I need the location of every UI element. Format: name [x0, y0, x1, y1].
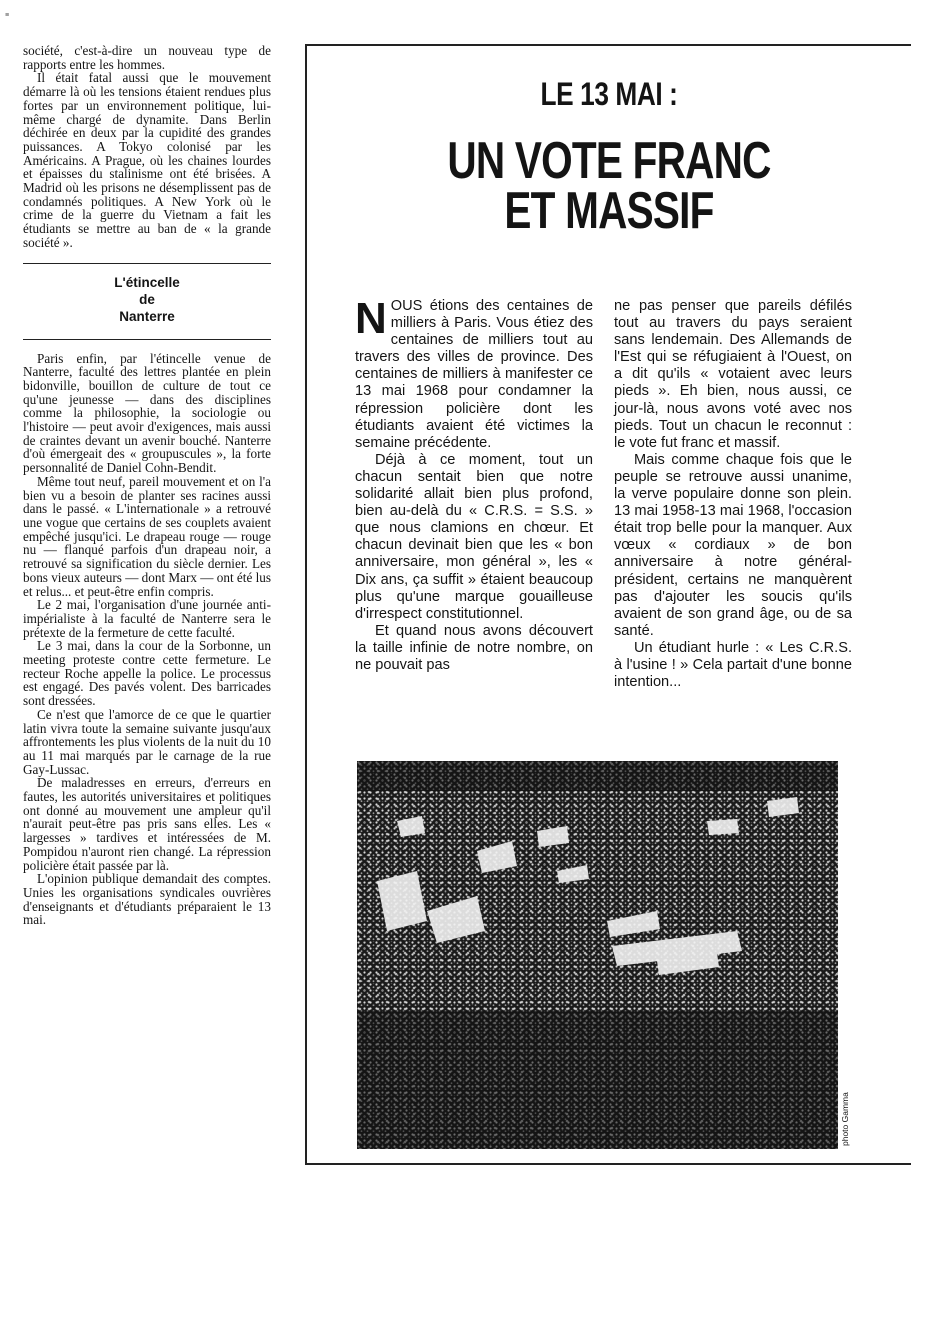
article-headline [373, 132, 844, 240]
article-box [305, 44, 911, 1165]
left-para-6: Le 3 mai, dans la cour de la Sorbonne, un meeting proteste contre cette fermeture. Le recteur Roche appelle la police. Le processus est engagé. Des pavés volent. Des barricades sont dressées. [23, 638, 271, 709]
crowd-photo-image [357, 761, 838, 1149]
article-para-1-text: OUS étions des centaines de milliers à Paris. Vous étiez des centaines de milliers tout au travers des villes de province. Des centaines de milliers à manifester ce 13 mai 1968 pour condamner la répression policière dont les étudiants avaient été victimes la semaine précédente. [355, 298, 593, 451]
article-para-2: Déjà à ce moment, tout un chacun sentait bien que notre solidarité allait bien plus profond, bien au-delà du « C.R.S. = S.S. » que nous clamions en chœur. Et chacun devinait bien que les « bon anniversaire, mon général », les « Dix ans, ça suffit » étaient beaucoup plus qu'une marque gouailleuse d'irrespect constitutionnel. [355, 451, 593, 622]
left-para-5: Le 2 mai, l'organisation d'une journée anti-impérialiste à la faculté de Nanterre sera le prétexte de la fermeture de cette faculté. [23, 597, 271, 640]
dropcap: N [355, 294, 387, 343]
left-para-9: L'opinion publique demandait des comptes. Unies les organisations syndicales ouvrières d'enseignants et d'étudiants préparaient le 13 mai. [23, 871, 271, 928]
subhead-line-3: Nanterre [119, 308, 175, 324]
left-column [23, 44, 271, 927]
article-kicker: LE 13 MAI : [540, 76, 678, 112]
article-column-b [614, 298, 852, 691]
article-para-6: Un étudiant hurle : « Les C.R.S. à l'usine ! » Cela partait d'une bonne intention... [614, 639, 852, 691]
headline-line-1: UN VOTE FRANC [447, 132, 771, 190]
section-divider-bottom [23, 339, 271, 340]
left-para-3: Paris enfin, par l'étincelle venue de Nanterre, faculté des lettres plantée en plein bidonville, bouillon de culture de tout ce qu'une jeunesse — dans des disciplines comme la philosophie, la sociologie ou l'histoire — peut avoir d'exigences, mais aussi de craintes devant un avenir bouché. Nanterre d'où émergeait des « groupuscules », la forte personnalité de Daniel Cohn-Bendit. [23, 350, 271, 476]
headline-line-2: ET MASSIF [504, 182, 714, 240]
subhead-line-1: L'étincelle [114, 274, 180, 290]
subhead [23, 274, 271, 325]
article-para-4: ne pas penser que pareils défilés tout au travers du pays seraient sans lendemain. Des Allemands de l'Est qui se réfugiaient à l'Ouest, on a dit qu'ils « votaient avec leurs pieds ». Eh bien, nous aussi, ce jour-là, nous avons voté avec nos pieds. Tout un chacun le reconnut : le vote fut franc et massif. [614, 298, 852, 451]
subhead-line-2: de [139, 291, 155, 307]
corner-mark: ≡ [5, 12, 10, 19]
article-column-a [355, 294, 593, 674]
crowd-photo [357, 761, 838, 1149]
left-para-8: De maladresses en erreurs, d'erreurs en fautes, les autorités universitaires et politiques ont donné au mouvement une ampleur qu'il n'aurait peut-être pas pris sans elles. Les « largesses » tardives et intéressées de M. Pompidou n'auront rien changé. La répression policière était passée par là. [23, 775, 271, 873]
left-para-2: Il était fatal aussi que le mouvement démarre là où les tensions étaient rendues plus fortes par un environnement politique, lui-même chargé de dynamite. Dans Berlin déchirée en deux par la cupidité des grandes puissances. A Tokyo colonisé par les Américains. A Prague, où les chaines lourdes et épaisses du stalinisme ont été brisées. A Madrid où les prisons ne désemplissent pas de condamnés politiques. A New York où le crime de la guerre du Vietnam a fait les étudiants se mettre au ban de « la grande société ». [23, 70, 271, 250]
article-para-3: Et quand nous avons découvert la taille infinie de notre nombre, on ne pouvait pas [355, 622, 593, 673]
left-para-1: société, c'est-à-dire un nouveau type de rapports entre les hommes. [23, 43, 271, 72]
section-divider-top [23, 263, 271, 264]
photo-credit: photo Gamma [840, 1092, 850, 1146]
left-para-4: Même tout neuf, pareil mouvement et on l'a bien vu a besoin de planter ses racines aussi dans le passé. « L'internationale » a retrouvé une vogue que certains de ses couplets avaient empêché jusqu'ici. Le drapeau rouge — rouge nu — flanqué parfois d'un drapeau noir, a retrouvé sa signification du siècle dernier. Les bons vieux auteurs — dont Marx — ont été lus et relus... et peut-être enfin compris. [23, 473, 271, 599]
article-para-5: Mais comme chaque fois que le peuple se retrouve aussi unanime, la verve populaire donne son plein. 13 mai 1958-13 mai 1968, l'occasion était trop belle pour la manquer. Aux vœux « cordiaux » de bon anniversaire à notre général-président, certains ne manquèrent pas d'ajouter les soucis qu'ils avaient de son grand âge, ou de sa santé. [614, 451, 852, 639]
article-para-1 [355, 294, 593, 452]
left-para-7: Ce n'est que l'amorce de ce que le quartier latin vivra toute la semaine suivante jusqu'aux affrontements les plus violents de la nuit du 10 au 11 mai marqués par le carnage de la rue Gay-Lussac. [23, 706, 271, 777]
